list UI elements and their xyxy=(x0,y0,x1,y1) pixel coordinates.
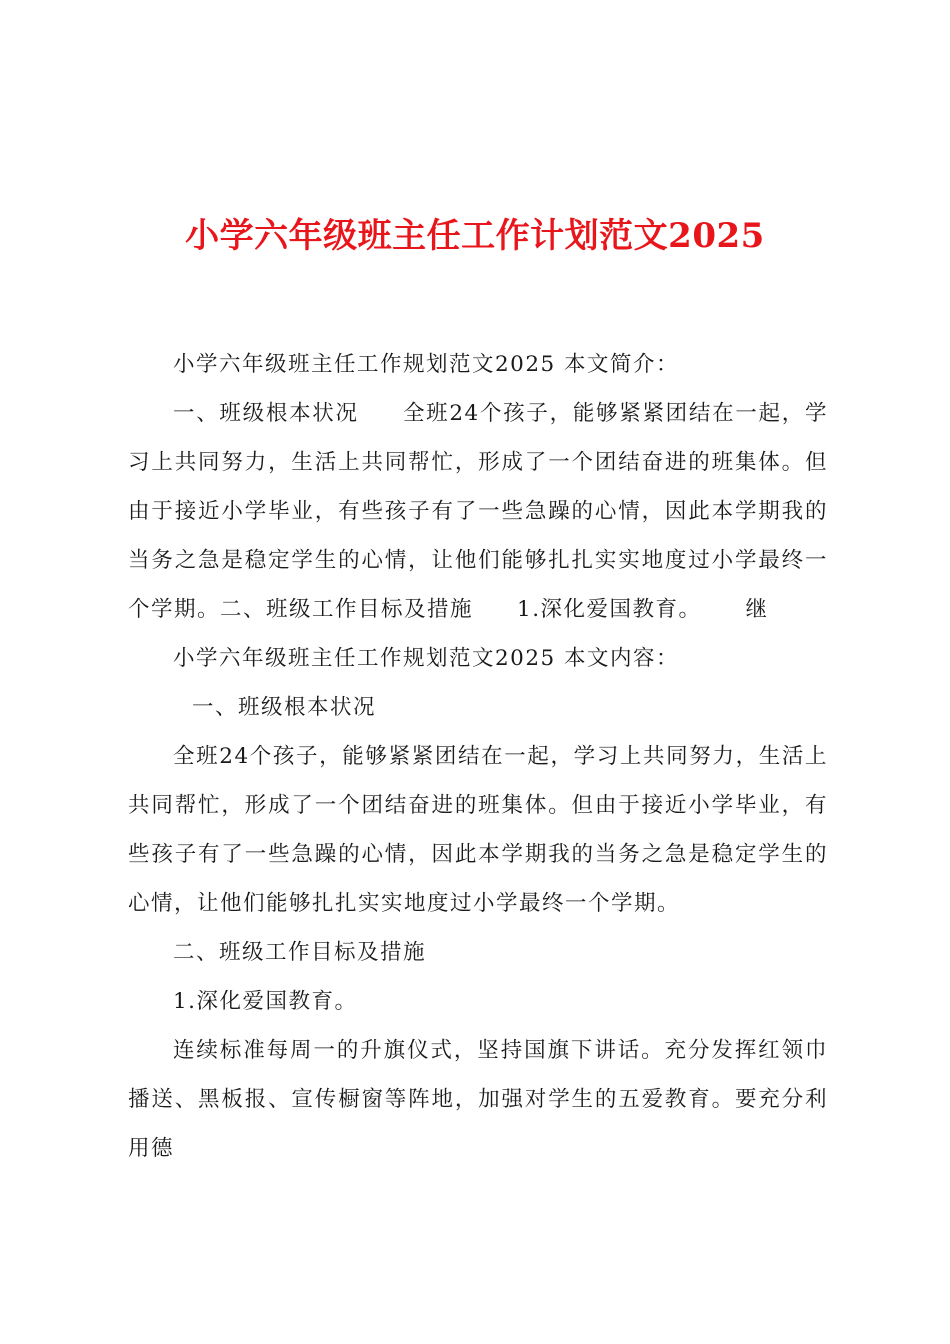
intro-section2-label: 二、班级工作目标及措施 xyxy=(220,597,474,622)
intro-section2-trail: 继 xyxy=(745,597,769,622)
intro-section1-label: 一、班级根本状况 xyxy=(173,401,359,426)
section2-item1: 1.深化爱国教育。 xyxy=(173,989,358,1014)
intro-section2-item: 1.深化爱国教育。 xyxy=(517,597,702,622)
section2-heading: 二、班级工作目标及措施 xyxy=(173,940,427,965)
section1-paragraph: 全班24个孩子，能够紧紧团结在一起，学习上共同努力，生活上共同帮忙，形成了一个团结奋进的班集体。但由于接近小学毕业，有些孩子有了一些急躁的心情，因此本学期我的当务之急是稳定学生的心情，让他们能够扎扎实实地度过小学最终一个学期。 xyxy=(128,744,828,916)
document-body xyxy=(128,340,828,1173)
content-heading: 小学六年级班主任工作规划范文2025 本文内容： xyxy=(173,646,680,671)
intro-heading: 小学六年级班主任工作规划范文2025 本文简介： xyxy=(173,352,680,377)
section2-item1-paragraph: 连续标准每周一的升旗仪式，坚持国旗下讲话。充分发挥红领巾播送、黑板报、宣传橱窗等阵地，加强对学生的五爱教育。要充分利用德 xyxy=(128,1038,828,1161)
intro-section1-text: 全班24个孩子，能够紧紧团结在一起，学习上共同努力，生活上共同帮忙，形成了一个团结奋进的班集体。但由于接近小学毕业，有些孩子有了一些急躁的心情，因此本学期我的当务之急是稳定学生的心情，让他们能够扎扎实实地度过小学最终一个学期。 xyxy=(128,401,828,622)
document-title: 小学六年级班主任工作计划范文2025 xyxy=(185,216,765,256)
intro-paragraph xyxy=(128,389,828,634)
section1-heading: 一、班级根本状况 xyxy=(192,695,377,720)
